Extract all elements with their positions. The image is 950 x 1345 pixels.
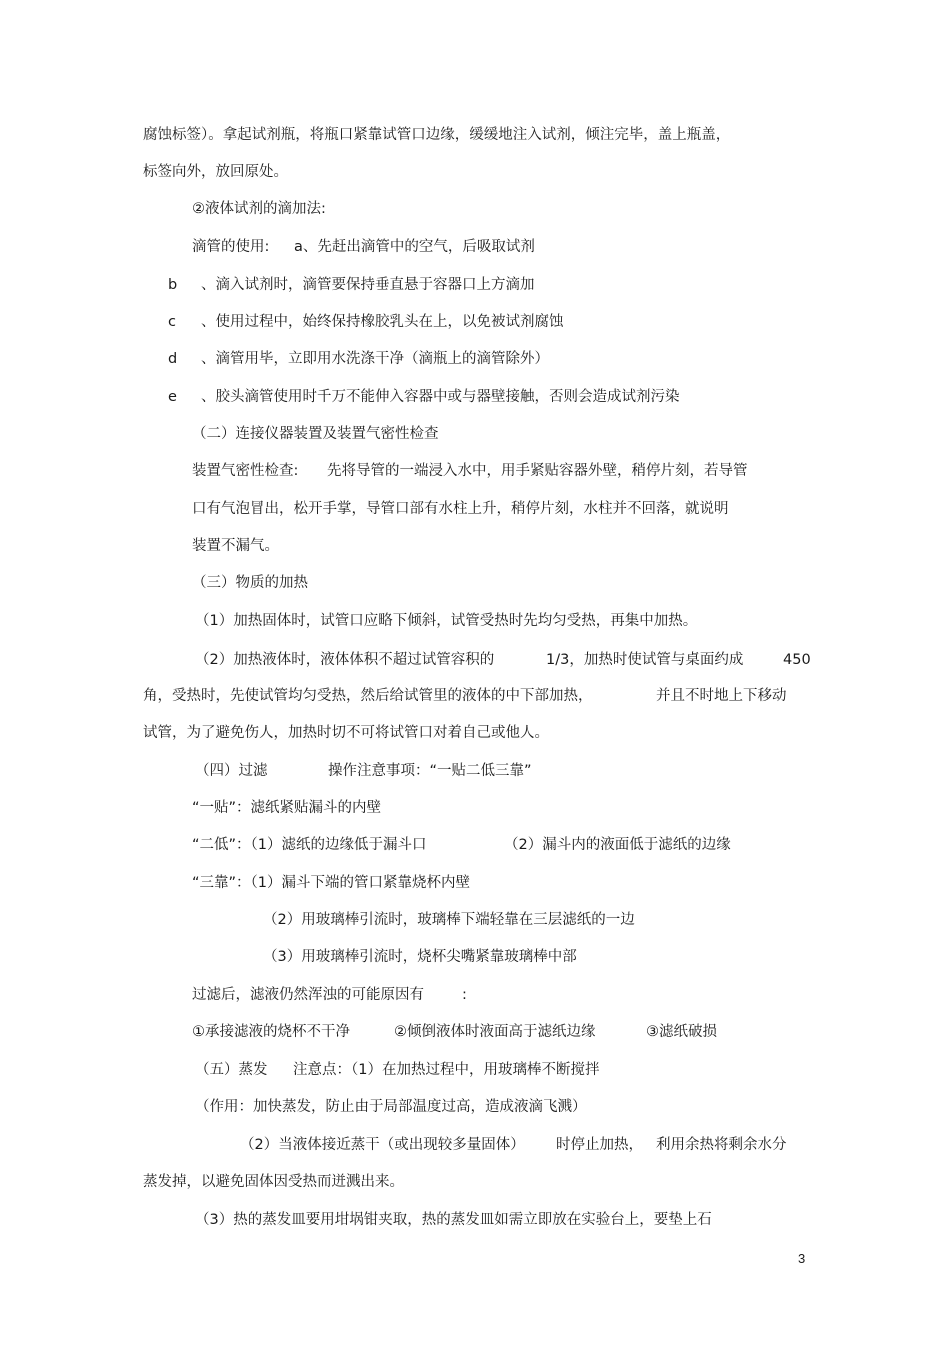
text-span: 口有气泡冒出，松开手掌，导管口部有水柱上升，稍停片刻，水柱并不回落，就说明 — [192, 501, 729, 517]
text-span: （2）漏斗内的液面低于滤纸的边缘 — [504, 837, 731, 853]
text-span: ②液体试剂的滴加法: — [192, 201, 326, 217]
text-span: 利用余热将剩余水分 — [656, 1137, 787, 1153]
text-span: 角，受热时，先使试管均匀受热，然后给试管里的液体的中下部加热， — [143, 688, 593, 704]
list-marker: e — [168, 389, 177, 405]
text-span: 时停止加热， — [556, 1137, 643, 1153]
text-span: “一贴”：滤纸紧贴漏斗的内壁 — [192, 800, 382, 816]
text-span: ①承接滤液的烧杯不干净 — [192, 1024, 350, 1040]
text-span: ③滤纸破损 — [646, 1024, 717, 1040]
text-span: : — [462, 987, 467, 1003]
text-span: （作用：加快蒸发，防止由于局部温度过高，造成液滴飞溅） — [195, 1099, 587, 1115]
text-span: 注意点：（1）在加热过程中，用玻璃棒不断搅拌 — [293, 1062, 600, 1078]
text-span: 蒸发掉，以避免固体因受热而迸溅出来。 — [143, 1174, 404, 1190]
text-span: 1/3，加热时使试管与桌面约成 — [546, 652, 744, 668]
text-span: （五）蒸发 — [195, 1062, 268, 1078]
text-span: （2）加热液体时，液体体积不超过试管容积的 — [195, 652, 495, 668]
page-number: 3 — [798, 1251, 806, 1266]
text-span: 、滴管用毕，立即用水洗涤干净（滴瓶上的滴管除外） — [201, 351, 549, 367]
text-span: 并且不时地上下移动 — [656, 688, 787, 704]
text-span: （二）连接仪器装置及装置气密性检查 — [192, 426, 439, 442]
text-span: 腐蚀标签）。拿起试剂瓶，将瓶口紧靠试管口边缘，缓缓地注入试剂，倾注完毕，盖上瓶盖， — [143, 127, 731, 143]
text-span: 装置气密性检查: — [192, 463, 299, 479]
text-span: a、先赶出滴管中的空气，后吸取试剂 — [294, 239, 535, 255]
text-span: （3）热的蒸发皿要用坩埚钳夹取，热的蒸发皿如需立即放在实验台上，要垫上石 — [195, 1212, 712, 1228]
text-span: 、胶头滴管使用时千万不能伸入容器中或与器壁接触，否则会造成试剂污染 — [201, 389, 680, 405]
text-span: （2）当液体接近蒸干（或出现较多量固体） — [240, 1137, 525, 1153]
text-span: 操作注意事项：“一贴二低三靠” — [328, 763, 532, 779]
list-marker: d — [168, 351, 178, 367]
text-span: ②倾倒液体时液面高于滤纸边缘 — [394, 1024, 596, 1040]
text-span: “二低”：（1）滤纸的边缘低于漏斗口 — [192, 837, 427, 853]
text-span: 过滤后，滤液仍然浑浊的可能原因有 — [192, 987, 424, 1003]
text-span: 、滴入试剂时，滴管要保持垂直悬于容器口上方滴加 — [201, 277, 535, 293]
text-span: （2）用玻璃棒引流时，玻璃棒下端轻靠在三层滤纸的一边 — [263, 912, 635, 928]
text-span: （3）用玻璃棒引流时，烧杯尖嘴紧靠玻璃棒中部 — [263, 949, 577, 965]
text-span: （四）过滤 — [195, 763, 268, 779]
text-span: 450 — [783, 652, 811, 668]
text-span: 先将导管的一端浸入水中，用手紧贴容器外壁，稍停片刻，若导管 — [327, 463, 748, 479]
text-span: 装置不漏气。 — [192, 538, 279, 554]
text-span: 标签向外，放回原处。 — [143, 164, 288, 180]
text-span: “三靠”：（1）漏斗下端的管口紧靠烧杯内壁 — [192, 875, 470, 891]
list-marker: c — [168, 314, 176, 330]
text-span: 滴管的使用: — [192, 239, 270, 255]
text-span: （1）加热固体时，试管口应略下倾斜，试管受热时先均匀受热，再集中加热。 — [195, 613, 698, 629]
list-marker: b — [168, 277, 178, 293]
text-span: 、使用过程中，始终保持橡胶乳头在上，以免被试剂腐蚀 — [201, 314, 564, 330]
text-span: 试管，为了避免伤人，加热时切不可将试管口对着自己或他人。 — [143, 725, 549, 741]
text-span: （三）物质的加热 — [192, 575, 308, 591]
